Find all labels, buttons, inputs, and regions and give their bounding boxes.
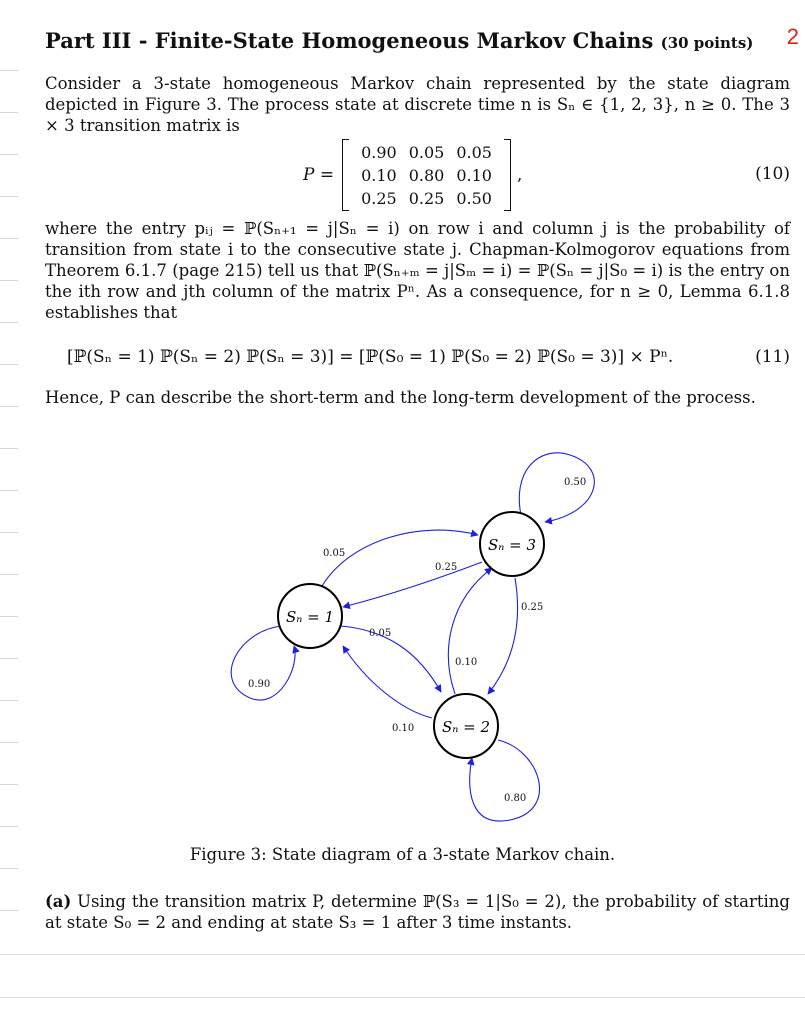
edge-2-3 bbox=[448, 568, 492, 694]
equation-11 bbox=[45, 337, 790, 379]
state-label-2: Sₙ = 2 bbox=[441, 718, 491, 736]
edge-label-p21: 0.10 bbox=[392, 723, 415, 734]
equation-number-10: (10) bbox=[755, 164, 790, 184]
state-label-1: Sₙ = 1 bbox=[285, 608, 335, 626]
section-points: (30 points) bbox=[660, 34, 754, 52]
matrix-cell: 0.90 bbox=[361, 142, 397, 162]
matrix-cell: 0.10 bbox=[456, 165, 492, 185]
edge-label-p12: 0.05 bbox=[369, 628, 392, 639]
part-a-text: Using the transition matrix P, determine ℙ(S₃ = 1|S₀ = 2), the probability of starting at state S₀ = 2 and ending at state S₃ = 1 after 3 time instants. bbox=[45, 892, 790, 932]
state-diagram bbox=[0, 430, 805, 840]
page-number: 2 bbox=[786, 24, 799, 49]
matrix-cell: 0.25 bbox=[408, 188, 445, 208]
matrix-trailing-comma: , bbox=[516, 165, 523, 185]
summary-paragraph: Hence, P can describe the short-term and the long-term development of the process. bbox=[45, 388, 756, 407]
matrix-cell: 0.25 bbox=[361, 188, 397, 208]
edge-label-p33: 0.50 bbox=[564, 477, 587, 488]
edge-3-2 bbox=[488, 578, 518, 694]
left-bracket bbox=[342, 139, 349, 211]
transition-matrix-equation bbox=[45, 138, 790, 212]
part-a-label: (a) bbox=[45, 892, 72, 911]
explanation-paragraph: where the entry pᵢⱼ = ℙ(Sₙ₊₁ = j|Sₙ = i) on row i and column j is the probability of transition from state i to the consecutive state j. Chapman-Kolmogorov equations from Theorem 6.1.7 (page 215) tell us that ℙ(Sₙ₊ₘ = j|Sₘ = i) = ℙ(Sₙ = j|S₀ = i) is the entry on the ith row and jth column of the matrix Pⁿ. As a consequence, for n ≥ 0, Lemma 6.1.8 establishes that bbox=[45, 219, 790, 322]
transition-matrix bbox=[355, 141, 498, 210]
divider-line bbox=[0, 997, 805, 998]
section-title: Part III - Finite-State Homogeneous Markov Chains bbox=[45, 28, 654, 53]
edge-1-3 bbox=[322, 530, 478, 586]
right-bracket bbox=[504, 139, 511, 211]
edge-label-p11: 0.90 bbox=[248, 679, 271, 690]
section-heading bbox=[45, 28, 790, 53]
divider-line bbox=[0, 954, 805, 955]
matrix-cell: 0.05 bbox=[456, 142, 492, 162]
question-part-a bbox=[45, 891, 790, 933]
matrix-cell: 0.80 bbox=[408, 165, 445, 185]
edge-label-p31: 0.25 bbox=[435, 562, 458, 573]
state-node-2 bbox=[434, 694, 498, 758]
edge-label-p23: 0.10 bbox=[455, 657, 478, 668]
state-node-3 bbox=[480, 512, 544, 576]
matrix-cell: 0.05 bbox=[408, 142, 445, 162]
edge-label-p32: 0.25 bbox=[521, 602, 544, 613]
edge-label-p22: 0.80 bbox=[504, 793, 527, 804]
matrix-cell: 0.50 bbox=[456, 188, 492, 208]
figure-caption: Figure 3: State diagram of a 3-state Markov chain. bbox=[189, 845, 616, 864]
equation-11-body: [ℙ(Sₙ = 1) ℙ(Sₙ = 2) ℙ(Sₙ = 3)] = [ℙ(S₀ = 1) ℙ(S₀ = 2) ℙ(S₀ = 3)] × Pⁿ. bbox=[67, 347, 674, 367]
equation-number-11: (11) bbox=[755, 347, 790, 367]
matrix-lhs: P = bbox=[303, 165, 335, 185]
edge-3-1 bbox=[343, 562, 482, 607]
state-label-3: Sₙ = 3 bbox=[487, 536, 537, 554]
edge-label-p13: 0.05 bbox=[323, 548, 346, 559]
state-node-1 bbox=[278, 584, 342, 648]
intro-paragraph: Consider a 3-state homogeneous Markov chain represented by the state diagram depicted in Figure 3. The process state at discrete time n is Sₙ ∈ {1, 2, 3}, n ≥ 0. The 3 × 3 transition matrix is bbox=[45, 74, 790, 135]
document-body bbox=[45, 20, 790, 408]
matrix-cell: 0.10 bbox=[361, 165, 397, 185]
edge-2-1 bbox=[343, 646, 432, 718]
